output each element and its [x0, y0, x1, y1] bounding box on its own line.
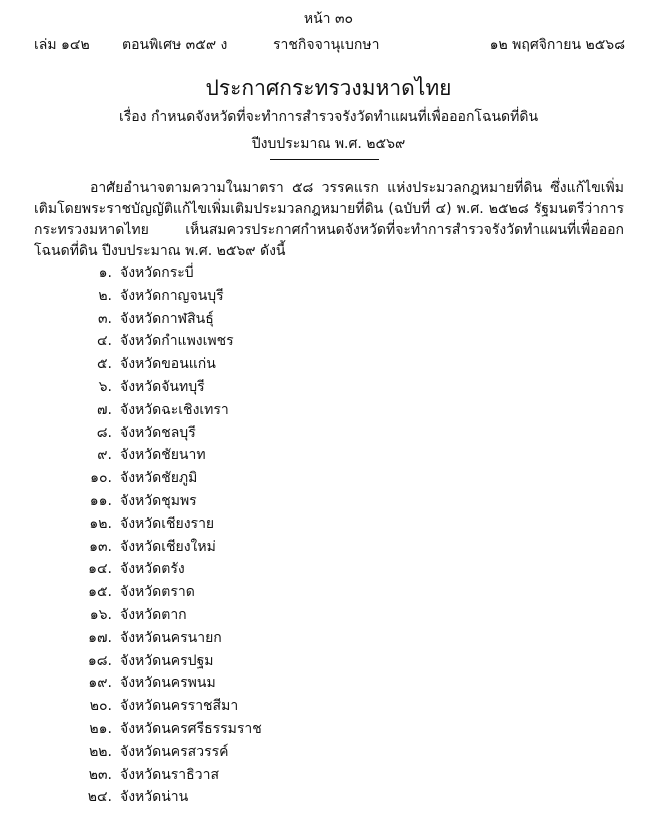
section-label: ตอนพิเศษ ๓๕๙ ง [122, 37, 228, 53]
fiscal-year: ปีงบประมาณ พ.ศ. ๒๕๖๙ [251, 136, 406, 152]
province-number: ๑๕. [88, 584, 112, 601]
province-number: ๒๒. [89, 743, 112, 760]
province-number: ๑๔. [88, 561, 112, 578]
province-number: ๑๓. [89, 538, 112, 555]
province-name: จังหวัดตรัง [120, 561, 185, 578]
province-number: ๒๓. [88, 766, 112, 783]
province-number: ๖. [98, 378, 112, 395]
province-number: ๑๙. [88, 675, 112, 692]
province-number: ๑๐. [90, 470, 112, 487]
province-name: จังหวัดกำแพงเพชร [120, 333, 234, 350]
announcement-body: อาศัยอำนาจตามความในมาตรา ๕๘ วรรคแรก แห่งประมวลกฎหมายที่ดิน ซึ่งแก้ไขเพิ่มเติมโดยพระราชบัญญัติแก้ไขเพิ่มเติมประมวลกฎหมายที่ดิน (ฉบับที่ ๔) พ.ศ. ๒๕๒๘ รัฐมนตรีว่าการกระทรวงมหาดไทย เห็นสมควรประกาศกำหนดจังหวัดที่จะทำการสำรวจรังวัดทำแผนที่เพื่อออกโฉนดที่ดิน ปีงบประมาณ พ.ศ. ๒๕๖๙ ดังนี้ [34, 180, 624, 259]
province-number: ๑๗. [88, 629, 112, 646]
province-item [0, 353, 657, 376]
province-name: จังหวัดตาก [120, 606, 187, 623]
page-number: หน้า ๓๐ [303, 11, 354, 27]
announcement-title: ประกาศกระทรวงมหาดไทย [205, 76, 452, 100]
province-name: จังหวัดน่าน [120, 789, 189, 806]
province-item [0, 604, 657, 627]
province-item [0, 262, 657, 285]
province-name: จังหวัดชุมพร [120, 492, 197, 509]
province-number: ๓. [97, 310, 112, 327]
province-item [0, 718, 657, 741]
province-item [0, 786, 657, 809]
province-name: จังหวัดกระบี่ [120, 265, 194, 281]
province-name: จังหวัดนครปฐม [120, 652, 214, 669]
province-item [0, 308, 657, 331]
province-name: จังหวัดนครสวรรค์ [120, 743, 229, 760]
province-number: ๔. [96, 333, 112, 350]
province-item [0, 764, 657, 787]
province-name: จังหวัดนครพนม [120, 675, 216, 692]
province-item [0, 444, 657, 467]
province-item [0, 672, 657, 695]
province-number: ๙. [97, 447, 112, 464]
province-name: จังหวัดกาฬสินธุ์ [120, 310, 214, 327]
province-name: จังหวัดชลบุรี [120, 424, 196, 441]
province-name: จังหวัดจันทบุรี [120, 378, 205, 395]
province-number: ๕. [96, 356, 112, 373]
province-number: ๑๖. [89, 606, 112, 623]
province-item [0, 695, 657, 718]
province-name: จังหวัดนครราชสีมา [120, 698, 239, 715]
province-item [0, 285, 657, 308]
province-name: จังหวัดนครนายก [120, 629, 222, 646]
province-name: จังหวัดฉะเชิงเทรา [120, 401, 229, 418]
province-number: ๒๐. [89, 698, 112, 715]
province-name: จังหวัดตราด [120, 584, 195, 601]
province-name: จังหวัดนครศรีธรรมราช [120, 720, 262, 737]
title-divider [270, 159, 379, 160]
province-number: ๒. [98, 287, 112, 304]
province-item [0, 581, 657, 604]
province-item [0, 627, 657, 650]
province-number: ๒๔. [87, 789, 112, 806]
announcement-subject: เรื่อง กำหนดจังหวัดที่จะทำการสำรวจรังวัดทำแผนที่เพื่อออกโฉนดที่ดิน [118, 109, 539, 125]
province-name: จังหวัดเชียงราย [120, 515, 215, 532]
province-item [0, 399, 657, 422]
province-name: จังหวัดเชียงใหม่ [120, 538, 216, 555]
province-item [0, 558, 657, 581]
province-item [0, 330, 657, 353]
province-number: ๑. [98, 265, 112, 281]
province-number: ๒๑. [89, 720, 112, 737]
province-name: จังหวัดกาญจนบุรี [120, 287, 224, 304]
province-name: จังหวัดนราธิวาส [120, 766, 219, 783]
province-item [0, 536, 657, 559]
province-item [0, 650, 657, 673]
publication-date: ๑๒ พฤศจิกายน ๒๕๖๘ [489, 37, 625, 53]
province-list [0, 262, 657, 809]
province-number: ๑๒. [89, 515, 112, 532]
publication-name: ราชกิจจานุเบกษา [273, 37, 380, 53]
province-number: ๑๑. [89, 492, 112, 509]
province-number: ๗. [97, 401, 112, 418]
province-item [0, 422, 657, 445]
province-number: ๑๘. [87, 652, 112, 669]
volume-label: เล่ม ๑๔๒ [34, 37, 90, 53]
province-item [0, 741, 657, 764]
province-item [0, 467, 657, 490]
province-name: จังหวัดขอนแก่น [120, 356, 216, 373]
province-item [0, 490, 657, 513]
province-number: ๘. [96, 424, 112, 441]
province-item [0, 376, 657, 399]
province-item [0, 513, 657, 536]
province-name: จังหวัดชัยนาท [120, 447, 206, 464]
province-name: จังหวัดชัยภูมิ [120, 470, 198, 487]
